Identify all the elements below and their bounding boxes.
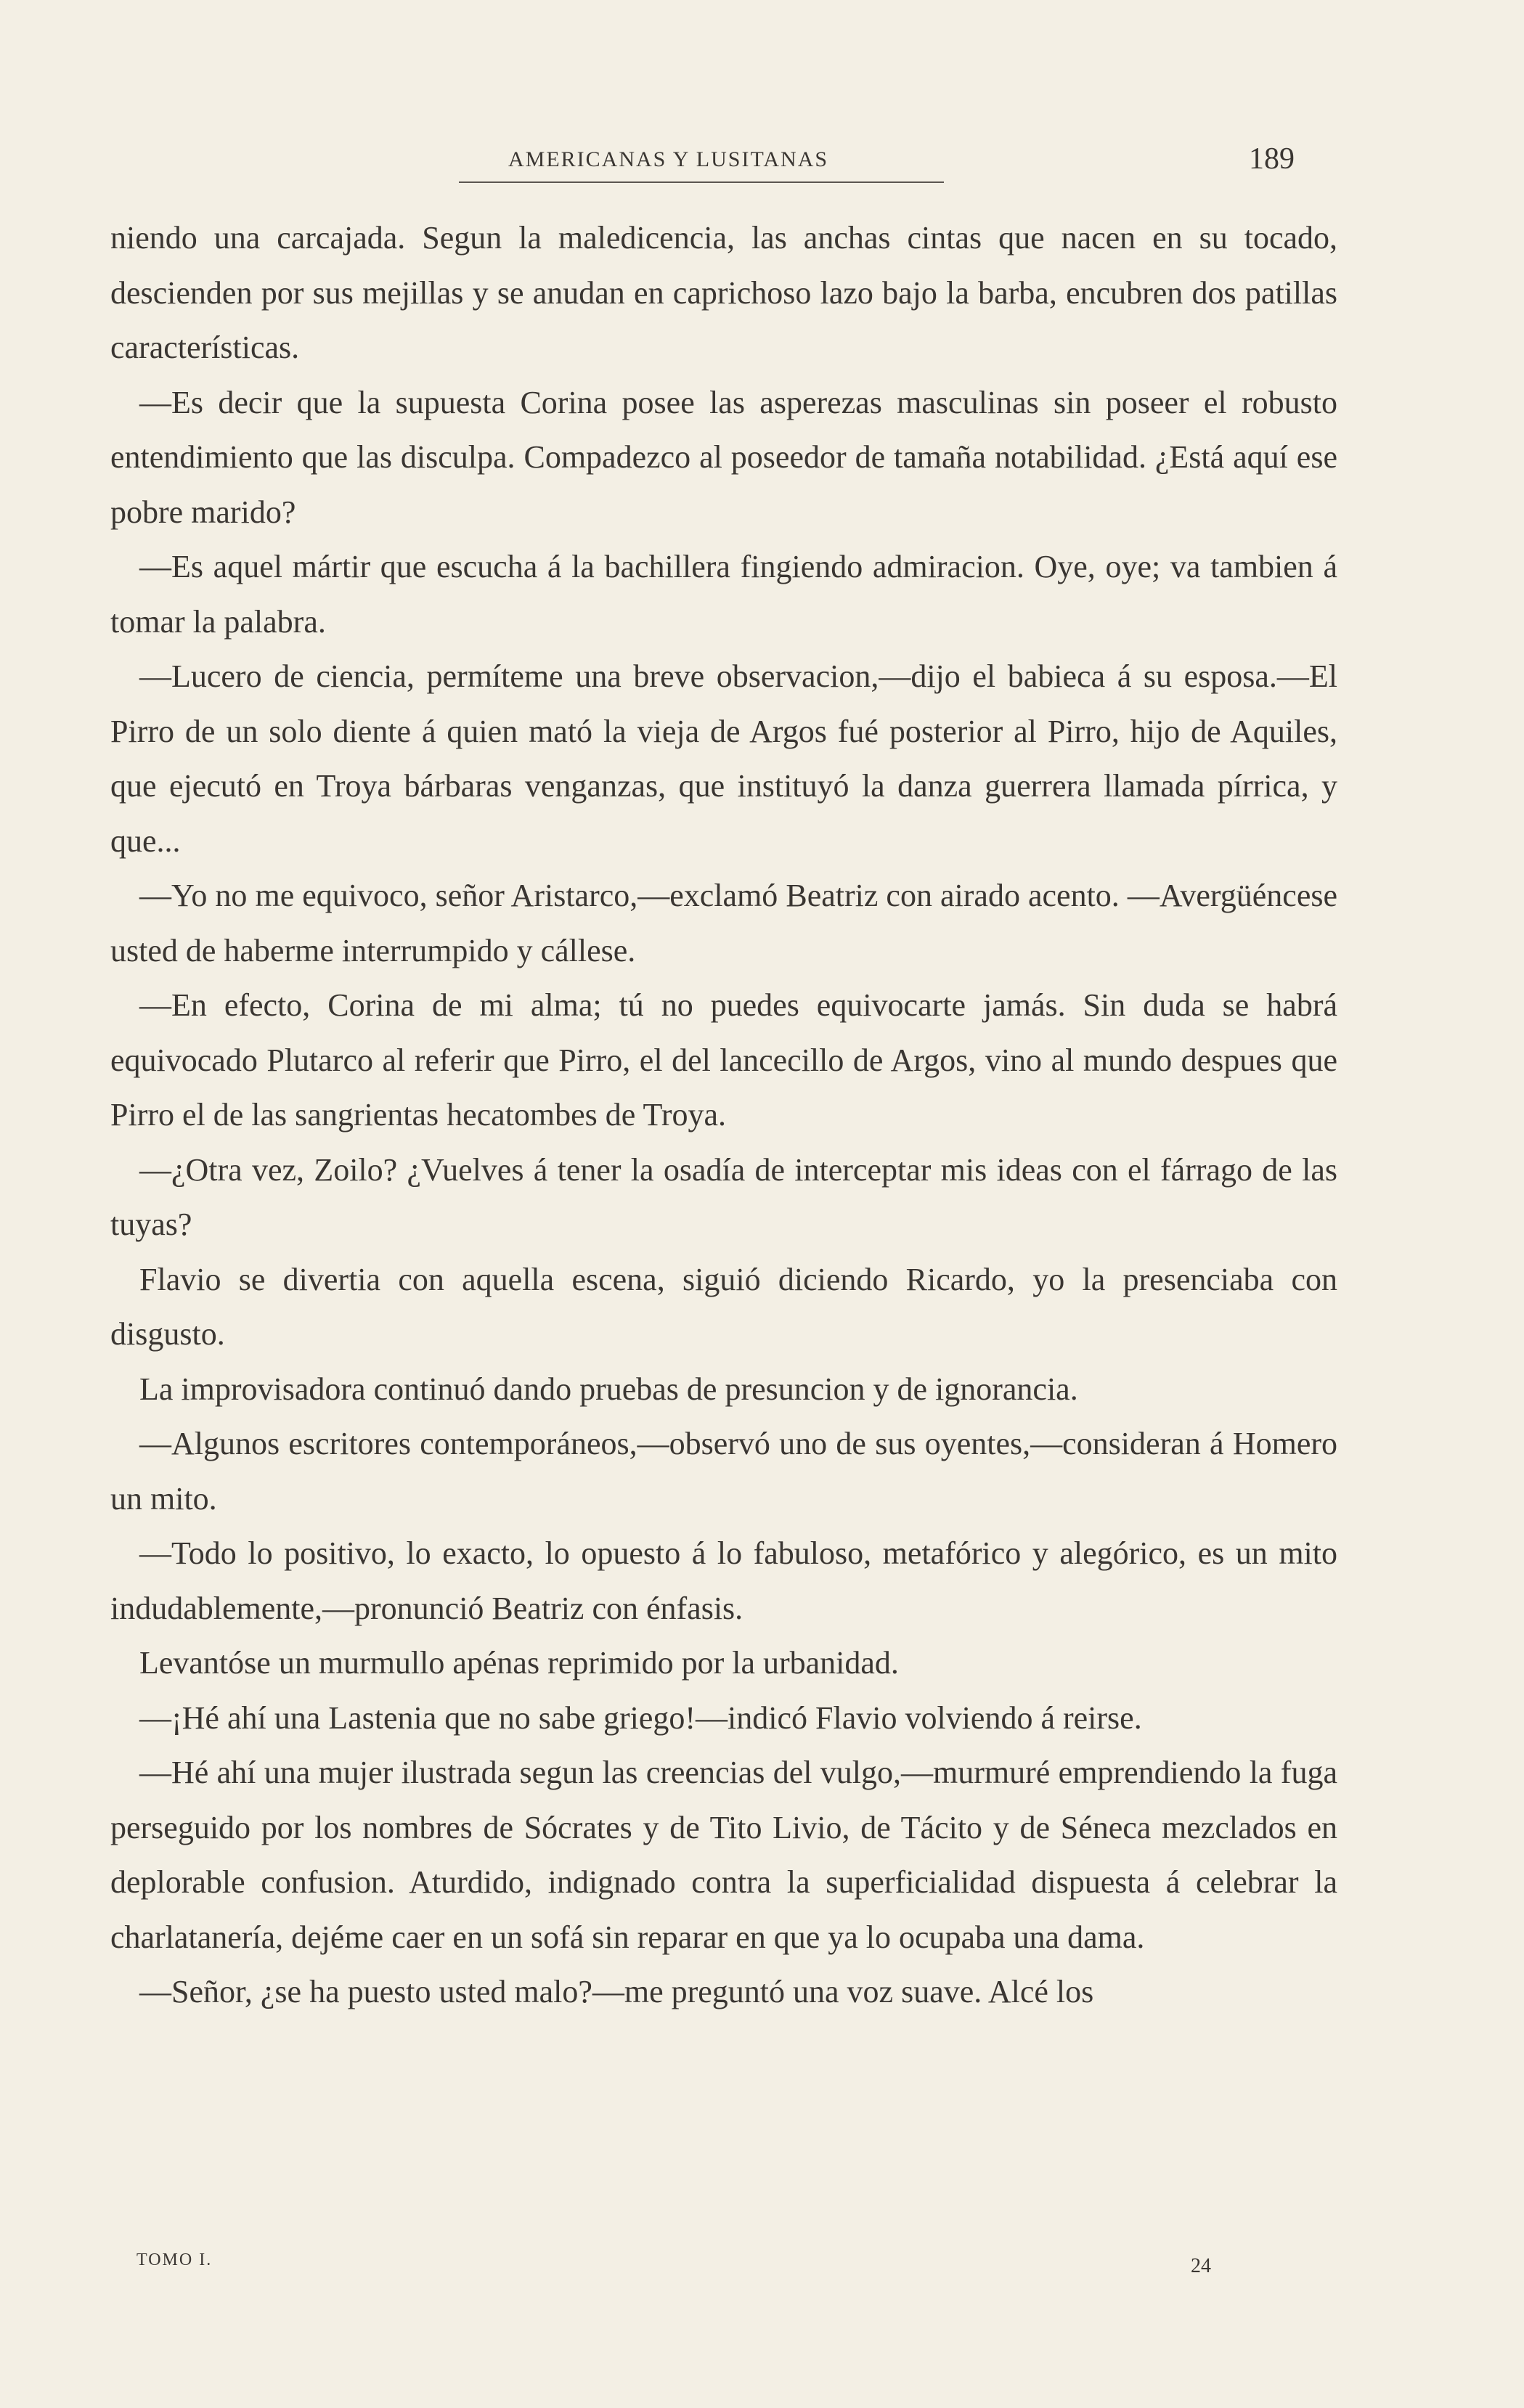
- paragraph: —Algunos escritores contemporáneos,—observó uno de sus oyentes,—consideran á Homero un mito.: [110, 1426, 1337, 1517]
- paragraph: —¡Hé ahí una Lastenia que no sabe griego!—indicó Flavio volviendo á reirse.: [139, 1699, 1142, 1736]
- paragraph: La improvisadora continuó dando pruebas de presuncion y de ignorancia.: [139, 1371, 1078, 1407]
- paragraph: —En efecto, Corina de mi alma; tú no puedes equivocarte jamás. Sin duda se habrá equivocado Plutarco al referir que Pirro, el del lancecillo de Argos, vino al mundo despues que Pirro el de las sangrientas hecatombes de Troya.: [110, 987, 1337, 1132]
- paragraph: —Yo no me equivoco, señor Aristarco,—exclamó Beatriz con airado acento. —Avergüéncese usted de haberme interrumpido y cállese.: [110, 878, 1337, 968]
- header-rule: [459, 181, 944, 183]
- paragraph: Flavio se divertia con aquella escena, siguió diciendo Ricardo, yo la presenciaba con disgusto.: [110, 1261, 1337, 1352]
- paragraph: —Todo lo positivo, lo exacto, lo opuesto á lo fabuloso, metafórico y alegórico, es un mito indudablemente,—pronunció Beatriz con énfasis.: [110, 1535, 1337, 1626]
- body-text: [110, 211, 1337, 2020]
- gathering-signature: 24: [1191, 2255, 1211, 2277]
- paragraph: Levantóse un murmullo apénas reprimido por la urbanidad.: [139, 1645, 899, 1681]
- paragraph: —¿Otra vez, Zoilo? ¿Vuelves á tener la osadía de interceptar mis ideas con el fárrago de las tuyas?: [110, 1151, 1337, 1242]
- paragraph: —Señor, ¿se ha puesto usted malo?—me preguntó una voz suave. Alcé los: [139, 1974, 1094, 2009]
- running-title: AMERICANAS Y LUSITANAS: [508, 147, 829, 171]
- volume-signature: TOMO I.: [136, 2250, 213, 2269]
- paragraph: —Lucero de ciencia, permíteme una breve observacion,—dijo el babieca á su esposa.—El Pirro de un solo diente á quien mató la vieja de Argos fué posterior al Pirro, hijo de Aquiles, que ejecutó en Troya bárbaras venganzas, que instituyó la danza guerrera llamada pírrica, y que...: [110, 658, 1337, 859]
- paragraph: niendo una carcajada. Segun la maledicencia, las anchas cintas que nacen en su tocado, descienden por sus mejillas y se anudan en caprichoso lazo bajo la barba, encubren dos patillas características.: [110, 220, 1337, 365]
- page-footer: [0, 2250, 1524, 2294]
- paragraph: —Es aquel mártir que escucha á la bachillera fingiendo admiracion. Oye, oye; va tambien á tomar la palabra.: [110, 549, 1337, 640]
- paragraph: —Hé ahí una mujer ilustrada segun las creencias del vulgo,—murmuré emprendiendo la fuga perseguido por los nombres de Sócrates y de Tito Livio, de Tácito y de Séneca mezclados en deplorable confusion. Aturdido, indignado contra la superficialidad dispuesta á celebrar la charlatanería, dejéme caer en un sofá sin reparar en que ya lo ocupaba una dama.: [110, 1755, 1337, 1955]
- paragraph: —Es decir que la supuesta Corina posee las asperezas masculinas sin poseer el robusto entendimiento que las disculpa. Compadezco al poseedor de tamaña notabilidad. ¿Está aquí ese pobre marido?: [110, 384, 1337, 530]
- page-number: 189: [1249, 142, 1295, 176]
- running-head: [0, 142, 1524, 185]
